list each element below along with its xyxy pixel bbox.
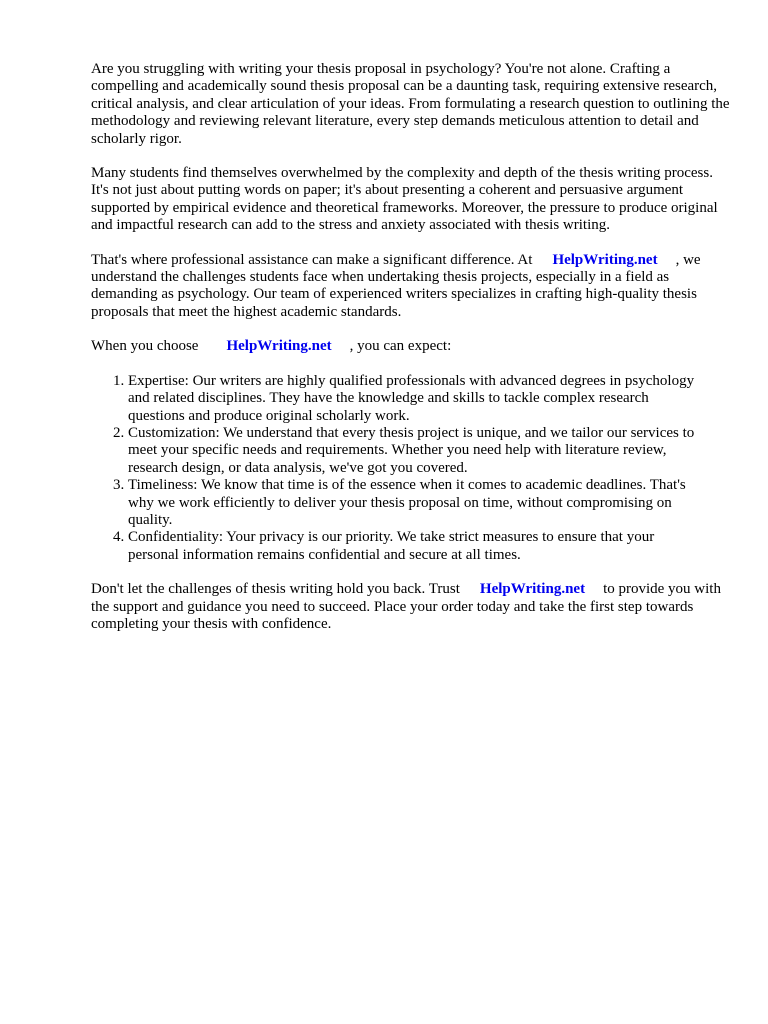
benefits-list (91, 373, 708, 564)
expect-text-after: , you can expect: (349, 338, 452, 355)
closing-paragraph (91, 581, 731, 633)
document-body (91, 61, 731, 650)
helpwriting-link[interactable]: HelpWriting.net (479, 581, 586, 598)
list-item-timeliness: 3. Timeliness: We know that time is of the essence when it comes to academic deadlines. That's why we work efficiently to deliver your thesis proposal on time, without compromising on quality. (128, 477, 708, 529)
expect-text-before: When you choose (91, 338, 199, 355)
helpwriting-link[interactable]: HelpWriting.net (552, 251, 658, 268)
list-item-confidentiality: 4. Confidentiality: Your privacy is our priority. We take strict measures to ensure that your personal information remains confidential and secure at all times. (128, 529, 708, 564)
helpwriting-link[interactable]: HelpWriting.net (226, 338, 332, 355)
closing-text-before: Don't let the challenges of thesis writing hold you back. Trust (91, 581, 460, 598)
assistance-text-before: That's where professional assistance can make a significant difference. At (91, 251, 533, 268)
assistance-text-after: , we understand the challenges students face when undertaking thesis projects, especially in a field as demanding as psychology. Our team of experienced writers specializes in crafting high-quality thesis proposals that meet the highest academic standards. (91, 251, 701, 320)
intro-paragraph: Are you struggling with writing your thesis proposal in psychology? You're not alone. Crafting a compelling and academically sound thesis proposal can be a daunting task, requiring extensive research, critical analysis, and clear articulation of your ideas. From formulating a research question to outlining the methodology and reviewing relevant literature, every step demands meticulous attention to detail and scholarly rigor. (91, 61, 730, 147)
closing-text-after: to provide you with the support and guidance you need to succeed. Place your order today and take the first step towards completing your thesis with confidence. (91, 581, 721, 632)
list-item-expertise: 1. Expertise: Our writers are highly qualified professionals with advanced degrees in psychology and related disciplines. They have the knowledge and skills to tackle complex research questions and produce original scholarly work. (128, 373, 708, 425)
assistance-paragraph (91, 252, 731, 322)
challenge-paragraph: Many students find themselves overwhelmed by the complexity and depth of the thesis writing process. It's not just about putting words on paper; it's about presenting a coherent and persuasive argument supported by empirical evidence and theoretical frameworks. Moreover, the pressure to produce original and impactful research can add to the stress and anxiety associated with thesis writing. (91, 165, 718, 234)
expect-paragraph (91, 338, 731, 355)
list-item-customization: 2. Customization: We understand that every thesis project is unique, and we tailor our services to meet your specific needs and requirements. Whether you need help with literature review, research design, or data analysis, we've got you covered. (128, 425, 708, 477)
